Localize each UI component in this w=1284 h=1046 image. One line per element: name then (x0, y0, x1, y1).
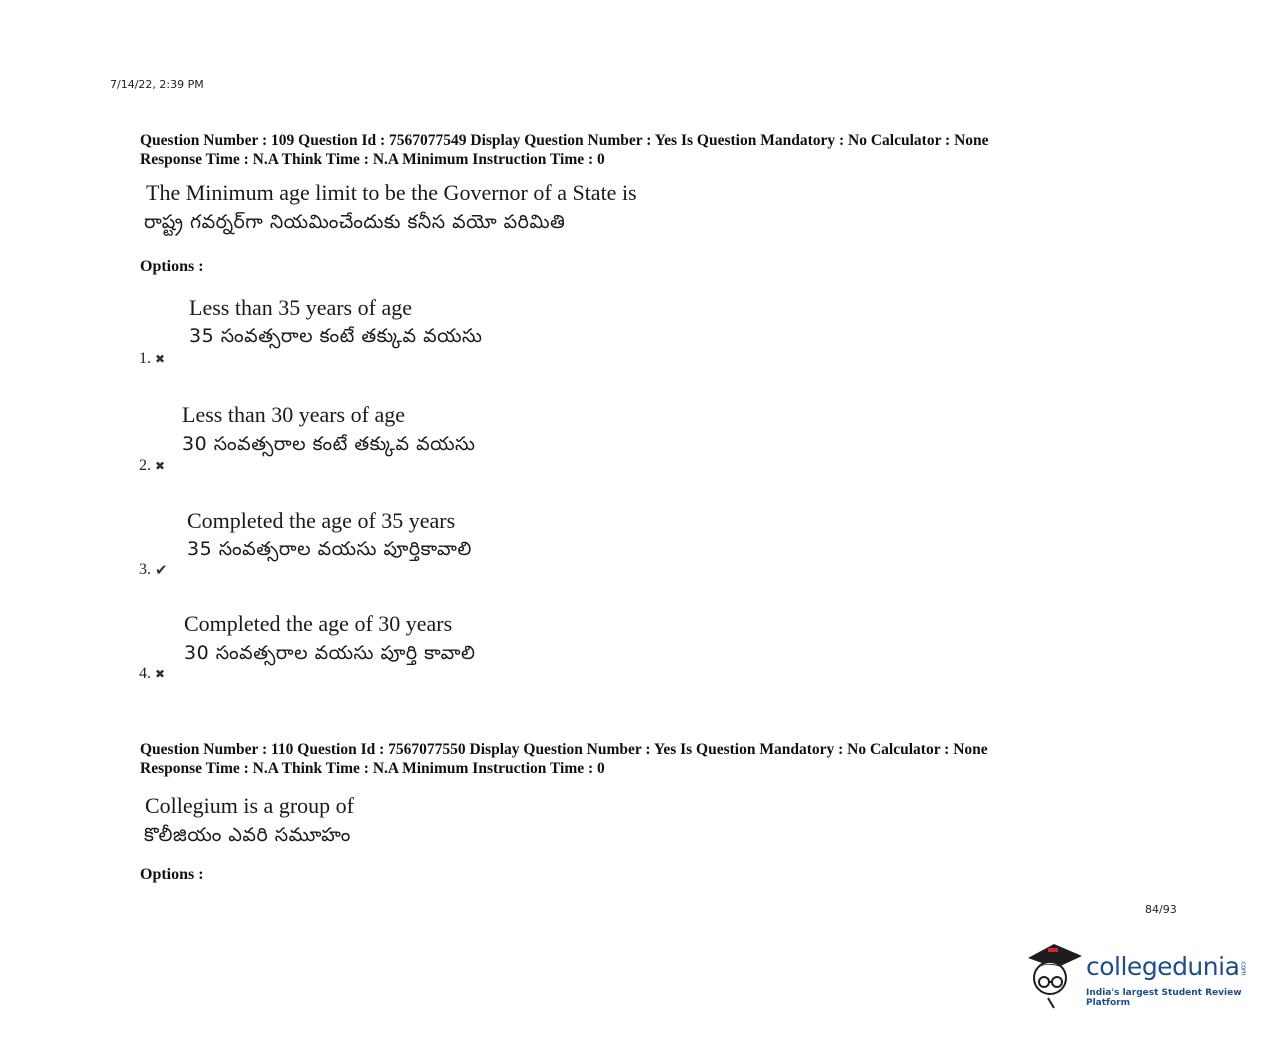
option-3-english: Completed the age of 35 years (187, 508, 456, 533)
question-110-text-english: Collegium is a group of (145, 793, 354, 818)
question-110-text-telugu: కొలీజియం ఎవరి సమూహం (144, 824, 351, 846)
option-number-label: 3. (139, 561, 151, 578)
options-label: Options : (140, 258, 204, 275)
page-number: 84/93 (1145, 903, 1177, 916)
option-4-number (139, 665, 165, 683)
check-mark-icon: ✔ (155, 561, 168, 579)
option-2-number (139, 457, 165, 475)
option-number-label: 4. (139, 665, 151, 682)
option-number-label: 2. (139, 457, 151, 474)
brand-tagline: India's largest Student Review Platform (1086, 988, 1242, 1008)
brand-name: collegedunia.com (1086, 952, 1248, 981)
print-timestamp: 7/14/22, 2:39 PM (110, 78, 204, 91)
option-1-english: Less than 35 years of age (189, 295, 412, 320)
question-110-meta (140, 740, 988, 778)
question-109-text-english: The Minimum age limit to be the Governor of a State is (146, 180, 637, 205)
option-3-number (139, 561, 168, 579)
option-1-telugu: 35 సంవత్సరాల కంటే తక్కువ వయసు (189, 325, 483, 347)
option-4-telugu: 30 సంవత్సరాల వయసు పూర్తి కావాలి (184, 642, 476, 664)
option-2-english: Less than 30 years of age (182, 402, 405, 427)
cross-mark-icon: ✖ (155, 459, 166, 473)
option-4-english: Completed the age of 30 years (184, 611, 453, 636)
collegedunia-logo-icon (1024, 938, 1088, 1010)
cross-mark-icon: ✖ (155, 667, 166, 681)
options-label: Options : (140, 866, 204, 883)
option-number-label: 1. (139, 350, 151, 367)
question-meta-line-1: Question Number : 110 Question Id : 7567077550 Display Question Number : Yes Is Question Mandatory : No Calculator : None (140, 741, 988, 758)
brand-suffix: .com (1239, 960, 1248, 976)
question-meta-line-1: Question Number : 109 Question Id : 7567077549 Display Question Number : Yes Is Question Mandatory : No Calculator : None (140, 132, 989, 149)
option-3-telugu: 35 సంవత్సరాల వయసు పూర్తికావాలి (187, 538, 472, 560)
question-109-text-telugu: రాష్ట్ర గవర్నర్‌గా నియమించేందుకు కనీస వయో పరిమితి (144, 211, 566, 233)
cross-mark-icon: ✖ (155, 352, 166, 366)
question-109-meta (140, 131, 989, 169)
option-2-telugu: 30 సంవత్సరాల కంటే తక్కువ వయసు (182, 433, 476, 455)
question-meta-line-2: Response Time : N.A Think Time : N.A Minimum Instruction Time : 0 (140, 760, 605, 777)
option-1-number (139, 350, 165, 368)
question-meta-line-2: Response Time : N.A Think Time : N.A Minimum Instruction Time : 0 (140, 151, 605, 168)
